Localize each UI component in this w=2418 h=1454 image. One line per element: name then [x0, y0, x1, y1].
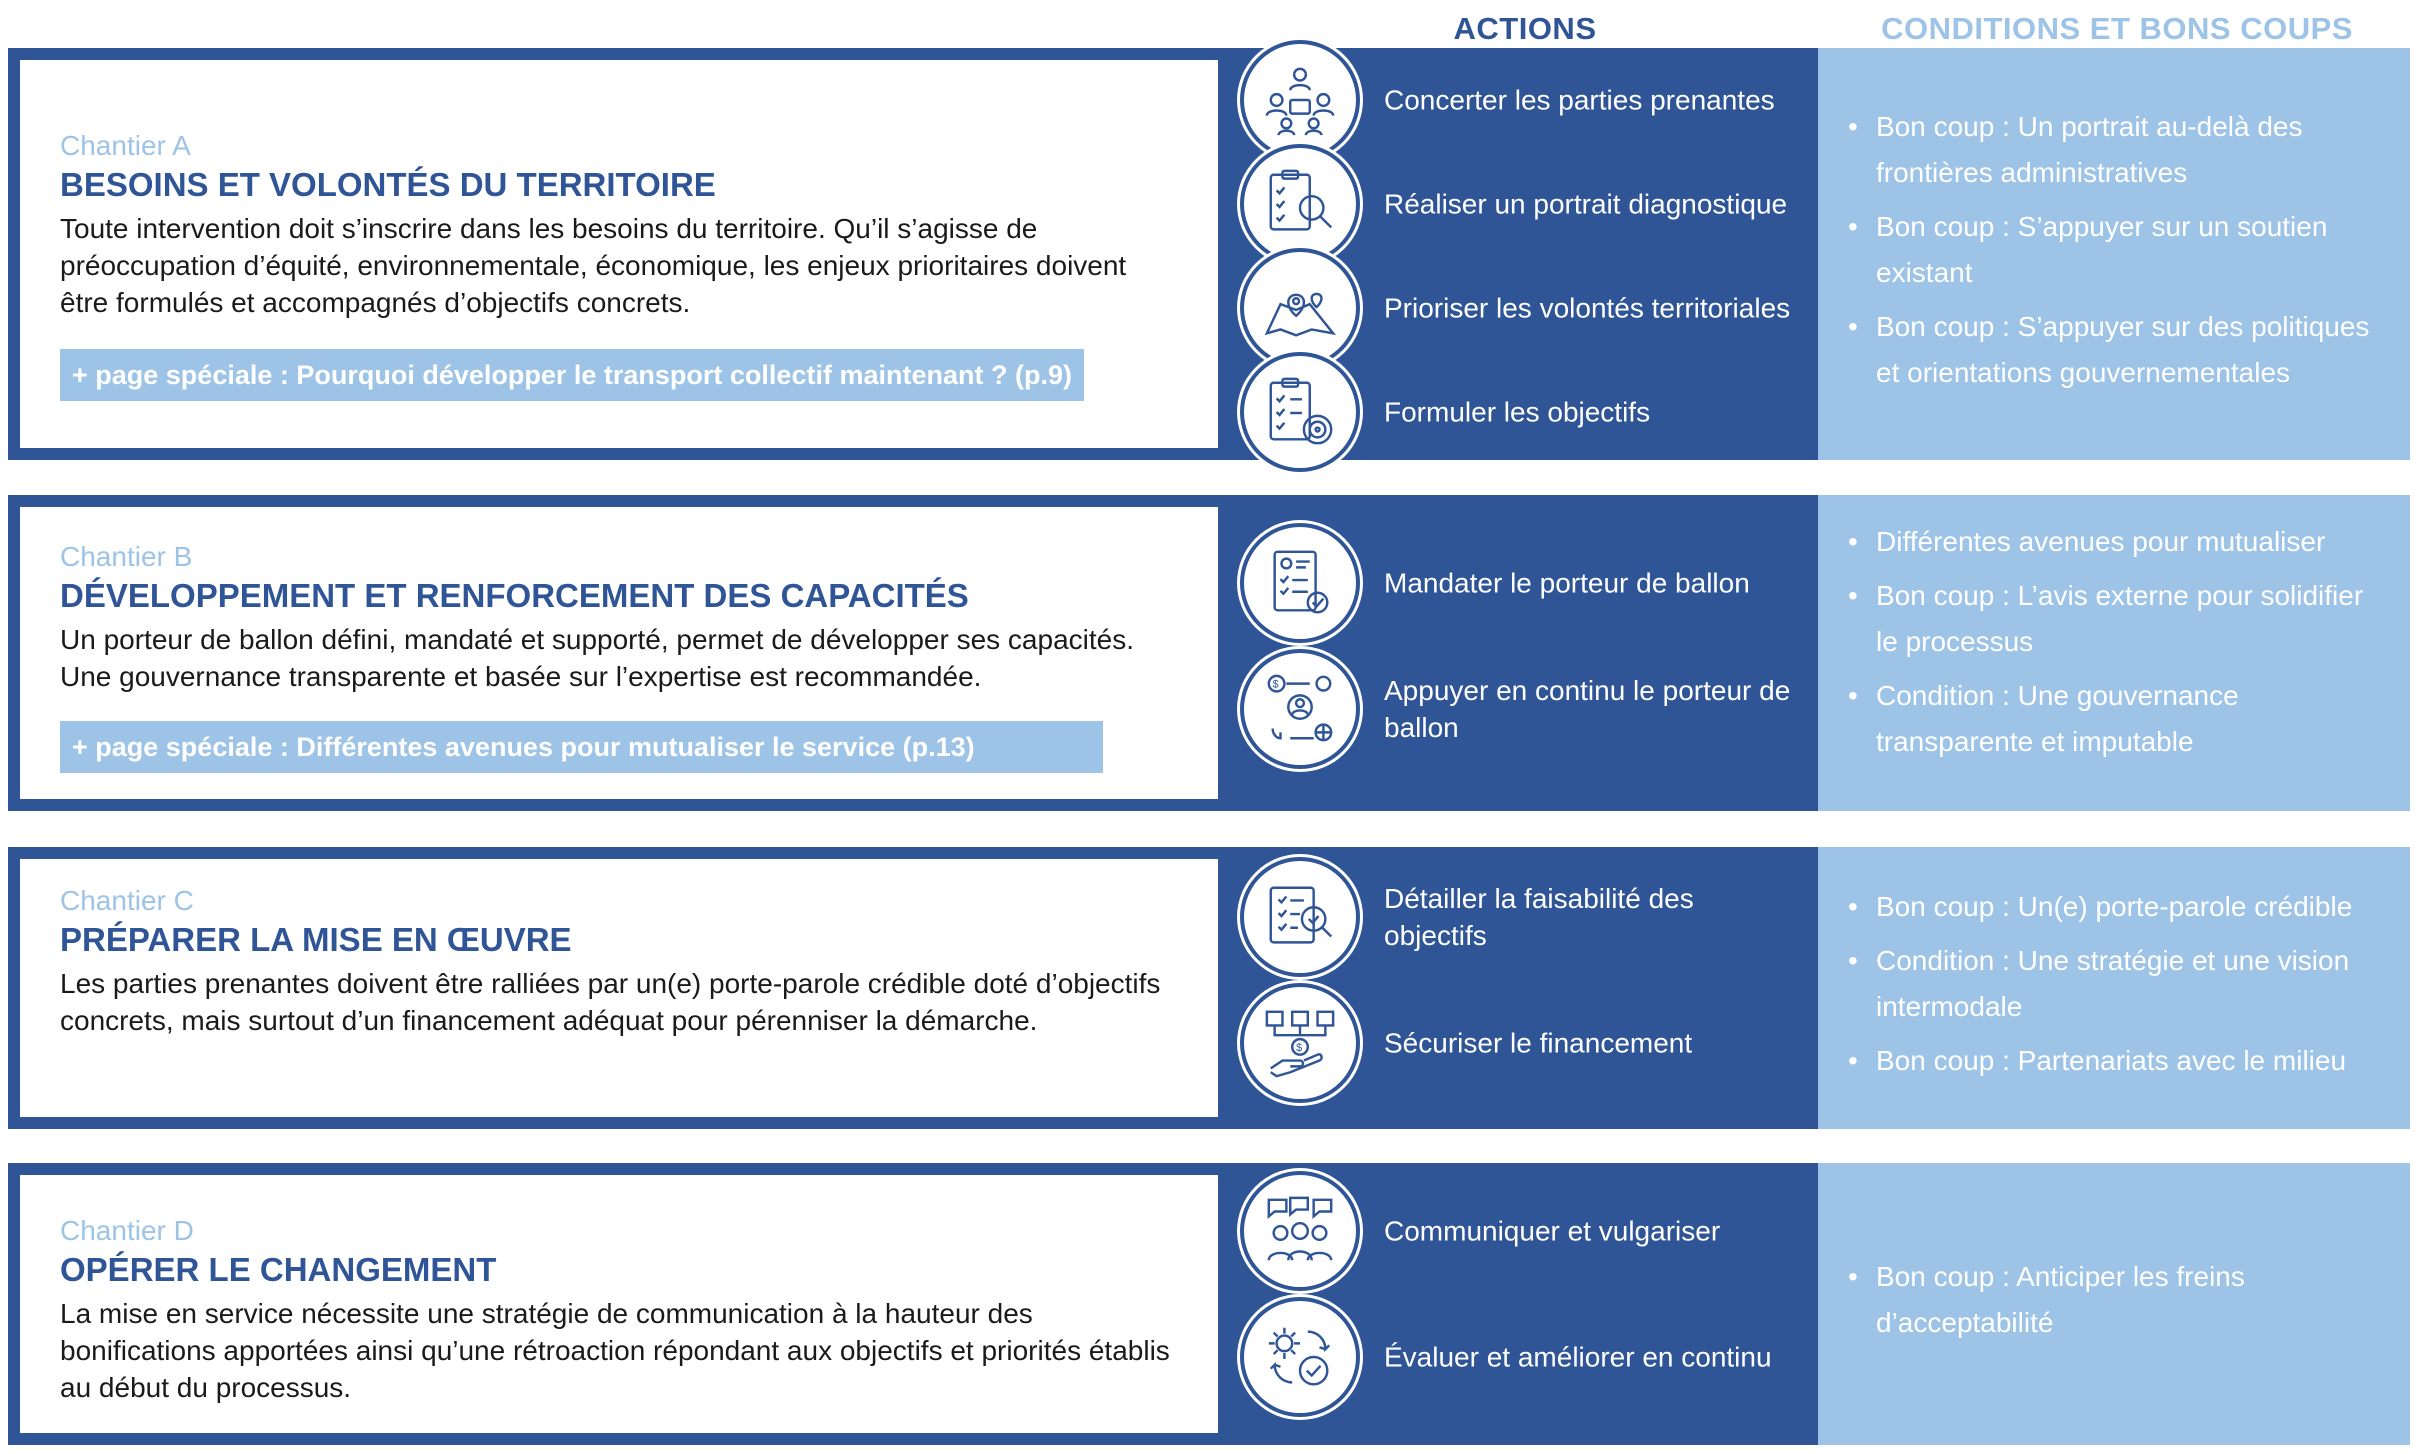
special-page-link[interactable]: + page spéciale : Pourquoi développer le transport collectif maintenant ? (p.9)	[60, 349, 1084, 401]
svg-text:$: $	[1296, 1041, 1303, 1054]
row-chantier-b	[8, 495, 2410, 811]
condition-item: • Condition : Une gouvernance transparente et imputable	[1848, 673, 2390, 765]
chantier-label: Chantier D	[60, 1215, 194, 1246]
action-item	[1240, 40, 1815, 160]
action-label: Évaluer et améliorer en continu	[1384, 1341, 1772, 1373]
checklist-target-icon	[1240, 352, 1360, 472]
action-item	[1240, 857, 1815, 977]
svg-text:$: $	[1272, 678, 1279, 691]
actions-column	[1230, 495, 1818, 811]
action-label: Prioriser les volontés territoriales	[1384, 292, 1791, 324]
action-item	[1240, 983, 1815, 1103]
action-item	[1240, 1297, 1815, 1417]
action-label: Réaliser un portrait diagnostique	[1384, 188, 1788, 220]
chantier-d-box	[8, 1163, 1230, 1445]
conditions-column	[1818, 1163, 2410, 1445]
chantier-description: La mise en service nécessite une stratégie de communication à la hauteur des bonifications apportées ainsi qu’une rétroaction répondant aux objectifs et priorités établis au début du processus.	[60, 1298, 1170, 1403]
actions-column	[1230, 48, 1818, 460]
chantier-a-box	[8, 48, 1230, 460]
conditions-column	[1818, 495, 2410, 811]
mandate-document-icon	[1240, 523, 1360, 643]
condition-item: • Bon coup : Anticiper les freins d’acceptabilité	[1848, 1254, 2390, 1346]
action-label: Formuler les objectifs	[1384, 396, 1651, 428]
action-label: Détailler la faisabilité des objectifs	[1384, 883, 1694, 951]
conditions-header: CONDITIONS ET BONS COUPS	[1881, 11, 2353, 46]
row-chantier-d	[8, 1163, 2410, 1445]
map-pin-icon	[1240, 248, 1360, 368]
condition-item: • Bon coup : S’appuyer sur des politiques et orientations gouvernementales	[1848, 304, 2390, 396]
row-chantier-a	[8, 48, 2410, 460]
gear-check-icon	[1240, 1297, 1360, 1417]
support-cycle-icon	[1240, 649, 1360, 769]
action-item	[1240, 144, 1815, 264]
condition-item: • Condition : Une stratégie et une vision intermodale	[1848, 938, 2390, 1030]
funding-hand-icon	[1240, 983, 1360, 1103]
action-label: Sécuriser le financement	[1384, 1027, 1693, 1059]
chantier-label: Chantier C	[60, 885, 194, 916]
chantier-title: BESOINS ET VOLONTÉS DU TERRITOIRE	[60, 166, 716, 203]
actions-header: ACTIONS	[1453, 11, 1597, 46]
condition-item: • Différentes avenues pour mutualiser	[1848, 519, 2390, 565]
condition-item: • Bon coup : L’avis externe pour solidifier le processus	[1848, 573, 2390, 665]
chantier-description: Toute intervention doit s’inscrire dans les besoins du territoire. Qu’il s’agisse de préoccupation d’équité, environnementale, économique, les enjeux prioritaires doivent être formulés et accompagnés d’objectifs concrets.	[60, 213, 1127, 318]
feasibility-check-icon	[1240, 857, 1360, 977]
action-item	[1240, 649, 1815, 769]
action-label: Appuyer en continu le porteur de ballon	[1384, 675, 1791, 743]
chantier-description: Un porteur de ballon défini, mandaté et supporté, permet de développer ses capacités. Une gouvernance transparente et basée sur l’expertise est recommandée.	[60, 624, 1134, 692]
chantier-title: PRÉPARER LA MISE EN ŒUVRE	[60, 921, 572, 958]
conditions-column	[1818, 48, 2410, 460]
communication-group-icon	[1240, 1171, 1360, 1291]
conditions-column	[1818, 847, 2410, 1129]
row-chantier-c	[8, 847, 2410, 1129]
special-page-link[interactable]: + page spéciale : Différentes avenues pour mutualiser le service (p.13)	[60, 721, 1103, 773]
chantier-title: DÉVELOPPEMENT ET RENFORCEMENT DES CAPACITÉS	[60, 577, 969, 614]
action-label: Communiquer et vulgariser	[1384, 1215, 1721, 1247]
actions-column	[1230, 847, 1818, 1129]
diagnostic-icon	[1240, 144, 1360, 264]
action-item	[1240, 248, 1815, 368]
chantier-description: Les parties prenantes doivent être ralliées par un(e) porte-parole crédible doté d’objectifs concrets, mais surtout d’un financement adéquat pour pérenniser la démarche.	[60, 968, 1161, 1036]
condition-item: • Bon coup : Un(e) porte-parole crédible	[1848, 884, 2390, 930]
condition-item: • Bon coup : Un portrait au-delà des frontières administratives	[1848, 104, 2390, 196]
chantier-c-box	[8, 847, 1230, 1129]
action-item	[1240, 1171, 1815, 1291]
action-label: Concerter les parties prenantes	[1384, 84, 1775, 116]
action-item	[1240, 523, 1815, 643]
chantier-label: Chantier A	[60, 130, 191, 161]
condition-item: • Bon coup : S’appuyer sur un soutien existant	[1848, 204, 2390, 296]
chantier-b-box	[8, 495, 1230, 811]
chantier-title: OPÉRER LE CHANGEMENT	[60, 1251, 497, 1288]
action-label: Mandater le porteur de ballon	[1384, 567, 1750, 599]
chantier-label: Chantier B	[60, 541, 193, 572]
condition-item: • Bon coup : Partenariats avec le milieu	[1848, 1038, 2390, 1084]
stakeholders-icon	[1240, 40, 1360, 160]
action-item	[1240, 352, 1815, 472]
actions-column	[1230, 1163, 1818, 1445]
